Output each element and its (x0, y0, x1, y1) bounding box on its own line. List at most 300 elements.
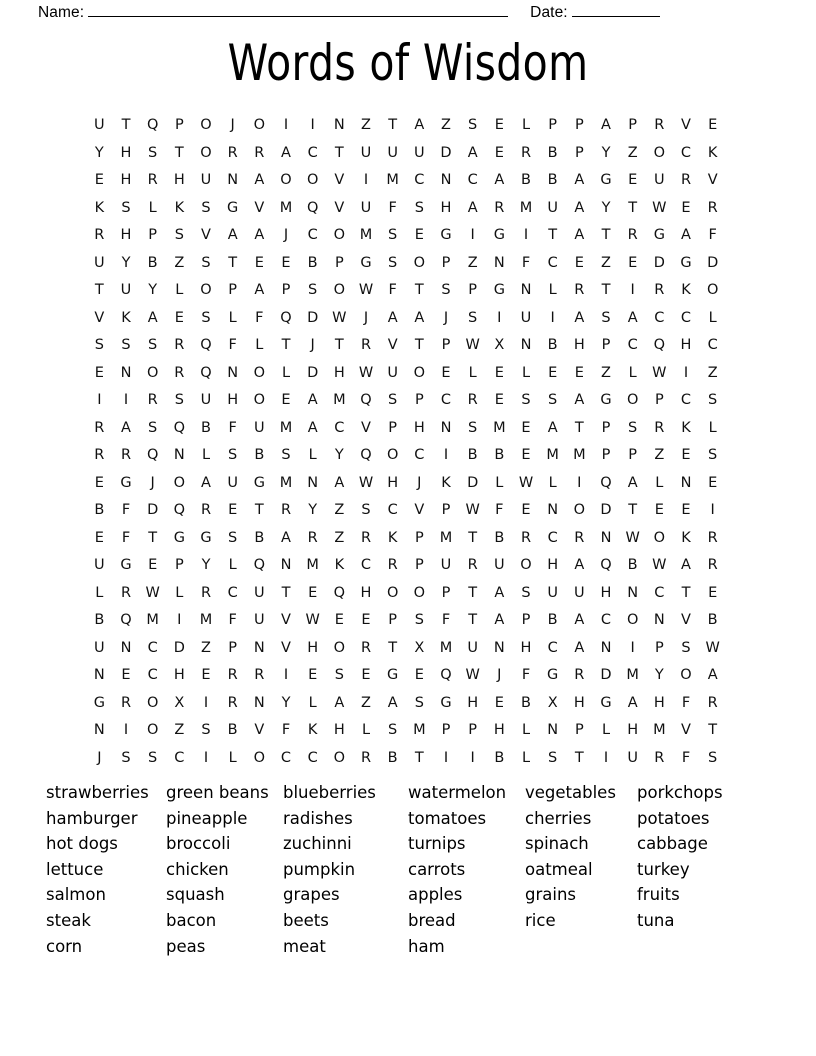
grid-cell[interactable]: Y (281, 694, 291, 711)
grid-cell[interactable]: O (386, 584, 399, 601)
grid-cell[interactable]: H (120, 172, 132, 188)
grid-cell[interactable]: Z (707, 364, 718, 381)
word-list-item[interactable]: radishes (283, 808, 353, 828)
grid-cell[interactable]: T (628, 199, 638, 216)
grid-cell[interactable]: B (547, 144, 558, 161)
grid-cell[interactable]: B (201, 419, 211, 436)
grid-cell[interactable]: E (521, 502, 531, 518)
grid-cell[interactable]: E (201, 667, 211, 683)
grid-cell[interactable]: M (413, 722, 426, 738)
grid-cell[interactable]: R (227, 144, 238, 161)
grid-cell[interactable]: P (414, 557, 424, 573)
grid-cell[interactable]: E (681, 199, 691, 216)
word-list-item[interactable]: zuchinni (283, 834, 352, 854)
word-list-item[interactable]: broccoli (166, 834, 231, 854)
grid-cell[interactable]: H (120, 144, 132, 161)
grid-cell[interactable]: O (626, 392, 639, 408)
grid-cell[interactable]: M (519, 199, 533, 216)
grid-cell[interactable]: N (440, 419, 452, 436)
grid-cell[interactable]: H (627, 722, 639, 738)
grid-cell[interactable]: D (600, 667, 612, 683)
grid-cell[interactable]: P (174, 117, 184, 133)
grid-cell[interactable]: P (548, 117, 558, 133)
grid-cell[interactable]: Z (361, 694, 371, 711)
grid-cell[interactable]: H (173, 172, 185, 188)
grid-cell[interactable]: T (174, 144, 184, 161)
grid-cell[interactable]: K (307, 722, 318, 738)
grid-cell[interactable]: A (387, 309, 398, 326)
grid-cell[interactable]: E (708, 117, 718, 133)
grid-cell[interactable]: P (601, 337, 611, 353)
grid-cell[interactable]: U (227, 474, 238, 491)
grid-cell[interactable]: D (307, 364, 319, 381)
grid-cell[interactable]: Q (146, 117, 159, 133)
grid-cell[interactable]: I (203, 694, 209, 711)
grid-cell[interactable]: U (547, 199, 558, 216)
grid-cell[interactable]: P (441, 254, 451, 271)
grid-cell[interactable]: E (628, 254, 638, 271)
grid-cell[interactable]: J (310, 337, 315, 353)
grid-cell[interactable]: P (441, 337, 451, 353)
grid-cell[interactable]: L (601, 722, 611, 738)
grid-cell[interactable]: P (574, 117, 584, 133)
grid-cell[interactable]: I (683, 364, 689, 381)
grid-cell[interactable]: I (203, 749, 209, 766)
grid-cell[interactable]: P (468, 282, 478, 298)
grid-cell[interactable]: R (174, 364, 185, 381)
grid-cell[interactable]: T (468, 584, 478, 601)
grid-cell[interactable]: A (387, 694, 398, 711)
grid-cell[interactable]: E (441, 364, 451, 381)
grid-cell[interactable]: F (121, 502, 131, 518)
grid-cell[interactable]: J (150, 474, 155, 491)
grid-cell[interactable]: S (148, 337, 158, 353)
grid-cell[interactable]: V (681, 117, 691, 133)
grid-cell[interactable]: U (440, 557, 452, 573)
grid-cell[interactable]: Y (601, 199, 611, 216)
grid-cell[interactable]: E (574, 254, 584, 271)
word-list-item[interactable]: corn (46, 936, 83, 956)
grid-cell[interactable]: W (625, 529, 640, 546)
grid-cell[interactable]: E (94, 172, 104, 188)
grid-cell[interactable]: O (200, 117, 212, 133)
grid-cell[interactable]: M (279, 419, 293, 436)
grid-cell[interactable]: A (414, 117, 425, 133)
grid-cell[interactable]: G (600, 694, 612, 711)
grid-cell[interactable]: T (468, 529, 478, 546)
grid-cell[interactable]: R (387, 557, 398, 573)
grid-cell[interactable]: B (547, 337, 558, 353)
grid-cell[interactable]: N (493, 254, 505, 271)
grid-cell[interactable]: T (601, 227, 611, 243)
grid-cell[interactable]: V (94, 309, 105, 326)
grid-cell[interactable]: O (413, 584, 426, 601)
word-list-item[interactable]: strawberries (46, 783, 149, 802)
grid-cell[interactable]: P (228, 282, 238, 298)
grid-cell[interactable]: B (494, 749, 505, 766)
grid-cell[interactable]: U (654, 172, 665, 188)
grid-cell[interactable]: C (280, 749, 292, 766)
grid-cell[interactable]: S (468, 117, 478, 133)
grid-cell[interactable]: K (334, 557, 345, 573)
grid-cell[interactable]: A (627, 309, 638, 326)
grid-cell[interactable]: O (253, 364, 266, 381)
grid-cell[interactable]: S (201, 199, 211, 216)
grid-cell[interactable]: O (706, 282, 719, 298)
grid-cell[interactable]: S (121, 749, 131, 766)
grid-cell[interactable]: A (574, 309, 585, 326)
grid-cell[interactable]: A (281, 144, 291, 161)
grid-cell[interactable]: K (174, 199, 185, 216)
grid-cell[interactable]: Y (334, 447, 344, 463)
grid-cell[interactable]: Y (94, 144, 104, 161)
word-list-item[interactable]: beets (283, 910, 329, 930)
grid-cell[interactable]: L (228, 749, 237, 766)
grid-cell[interactable]: L (361, 722, 371, 738)
grid-cell[interactable]: M (439, 529, 453, 546)
grid-cell[interactable]: N (627, 584, 639, 601)
grid-cell[interactable]: W (652, 364, 667, 381)
word-list-item[interactable]: bacon (166, 910, 217, 930)
grid-cell[interactable]: S (708, 447, 718, 463)
grid-cell[interactable]: V (281, 639, 291, 656)
word-list-item[interactable]: watermelon (408, 783, 507, 802)
grid-cell[interactable]: C (147, 639, 158, 656)
grid-cell[interactable]: P (654, 639, 664, 656)
word-list-item[interactable]: porkchops (637, 783, 723, 802)
grid-cell[interactable]: T (334, 144, 344, 161)
grid-cell[interactable]: G (93, 694, 105, 711)
grid-cell[interactable]: M (546, 447, 559, 463)
grid-cell[interactable]: S (121, 337, 131, 353)
grid-cell[interactable]: Q (253, 557, 266, 573)
grid-cell[interactable]: O (653, 529, 666, 546)
grid-cell[interactable]: S (148, 749, 158, 766)
grid-cell[interactable]: R (707, 529, 718, 546)
grid-cell[interactable]: L (521, 117, 531, 133)
grid-cell[interactable]: Q (360, 392, 372, 408)
grid-cell[interactable]: Q (360, 447, 372, 463)
grid-cell[interactable]: N (93, 722, 105, 738)
grid-cell[interactable]: V (334, 172, 345, 188)
grid-cell[interactable]: D (600, 502, 612, 518)
grid-cell[interactable]: R (147, 392, 158, 408)
grid-cell[interactable]: T (281, 584, 291, 601)
grid-cell[interactable]: G (547, 667, 559, 683)
grid-cell[interactable]: R (147, 172, 158, 188)
grid-cell[interactable]: P (334, 254, 344, 271)
grid-cell[interactable]: J (497, 667, 502, 683)
grid-cell[interactable]: A (707, 667, 718, 683)
grid-cell[interactable]: B (494, 447, 505, 463)
grid-cell[interactable]: L (548, 474, 557, 491)
grid-cell[interactable]: Y (121, 254, 131, 271)
grid-cell[interactable]: C (627, 337, 638, 353)
grid-cell[interactable]: E (281, 392, 291, 408)
grid-cell[interactable]: F (708, 227, 717, 243)
grid-cell[interactable]: S (308, 282, 318, 298)
grid-cell[interactable]: R (574, 529, 585, 546)
grid-cell[interactable]: M (573, 447, 586, 463)
grid-cell[interactable]: Q (306, 199, 319, 216)
grid-cell[interactable]: R (360, 639, 372, 656)
grid-cell[interactable]: E (494, 364, 504, 381)
grid-cell[interactable]: S (228, 447, 238, 463)
grid-cell[interactable]: T (148, 529, 158, 546)
grid-cell[interactable]: V (707, 172, 718, 188)
grid-cell[interactable]: D (653, 254, 665, 271)
grid-cell[interactable]: U (360, 199, 372, 216)
grid-cell[interactable]: N (173, 447, 185, 463)
grid-cell[interactable]: Q (120, 612, 132, 628)
grid-cell[interactable]: L (521, 749, 531, 766)
grid-cell[interactable]: L (175, 584, 184, 601)
grid-cell[interactable]: F (441, 612, 451, 628)
grid-cell[interactable]: E (174, 309, 184, 326)
grid-cell[interactable]: V (681, 612, 691, 628)
grid-cell[interactable]: F (681, 694, 691, 711)
grid-cell[interactable]: W (465, 337, 480, 353)
grid-cell[interactable]: K (121, 309, 131, 326)
grid-cell[interactable]: S (281, 447, 291, 463)
grid-cell[interactable]: H (573, 337, 585, 353)
grid-cell[interactable]: S (174, 392, 184, 408)
grid-cell[interactable]: G (680, 254, 692, 271)
grid-cell[interactable]: T (468, 612, 478, 628)
grid-cell[interactable]: A (201, 474, 211, 491)
grid-cell[interactable]: E (148, 557, 158, 573)
grid-cell[interactable]: R (360, 529, 372, 546)
grid-cell[interactable]: W (145, 584, 160, 601)
grid-cell[interactable]: W (305, 612, 320, 628)
grid-cell[interactable]: U (494, 557, 505, 573)
grid-cell[interactable]: A (681, 227, 691, 243)
word-list-item[interactable]: grains (525, 885, 577, 905)
grid-cell[interactable]: U (120, 282, 132, 298)
grid-cell[interactable]: R (707, 694, 718, 711)
grid-cell[interactable]: C (440, 392, 452, 408)
grid-cell[interactable]: L (628, 364, 637, 381)
grid-cell[interactable]: P (388, 419, 398, 436)
grid-cell[interactable]: U (574, 584, 585, 601)
grid-cell[interactable]: H (653, 694, 665, 711)
grid-cell[interactable]: S (201, 254, 211, 271)
grid-cell[interactable]: A (574, 227, 585, 243)
grid-cell[interactable]: E (94, 364, 104, 381)
grid-cell[interactable]: G (600, 392, 612, 408)
grid-cell[interactable]: H (573, 694, 585, 711)
grid-cell[interactable]: S (361, 502, 371, 518)
grid-cell[interactable]: F (121, 529, 131, 546)
grid-cell[interactable]: F (495, 502, 504, 518)
grid-cell[interactable]: J (443, 309, 449, 326)
grid-cell[interactable]: R (120, 694, 132, 711)
word-list-item[interactable]: hot dogs (46, 834, 118, 854)
grid-cell[interactable]: H (120, 227, 132, 243)
grid-cell[interactable]: V (281, 612, 291, 628)
grid-cell[interactable]: U (94, 639, 105, 656)
grid-cell[interactable]: V (201, 227, 211, 243)
grid-cell[interactable]: P (628, 447, 638, 463)
grid-cell[interactable]: O (146, 722, 159, 738)
grid-cell[interactable]: E (121, 667, 131, 683)
grid-cell[interactable]: A (414, 309, 425, 326)
grid-cell[interactable]: I (710, 502, 715, 518)
grid-cell[interactable]: G (200, 529, 212, 546)
grid-cell[interactable]: Q (200, 364, 212, 381)
grid-cell[interactable]: A (627, 474, 638, 491)
grid-cell[interactable]: R (94, 227, 105, 243)
grid-cell[interactable]: H (387, 474, 399, 491)
grid-cell[interactable]: N (600, 529, 612, 546)
grid-cell[interactable]: A (227, 227, 238, 243)
grid-cell[interactable]: T (414, 282, 424, 298)
grid-cell[interactable]: L (228, 557, 237, 573)
grid-cell[interactable]: Z (361, 117, 371, 133)
grid-cell[interactable]: S (468, 309, 478, 326)
grid-cell[interactable]: U (520, 309, 532, 326)
word-list-item[interactable]: grapes (283, 885, 340, 905)
grid-cell[interactable]: P (441, 722, 451, 738)
grid-cell[interactable]: Y (308, 502, 318, 518)
grid-cell[interactable]: N (227, 172, 239, 188)
grid-cell[interactable]: L (148, 199, 157, 216)
grid-cell[interactable]: S (548, 392, 558, 408)
grid-cell[interactable]: W (332, 309, 347, 326)
grid-cell[interactable]: X (174, 694, 185, 711)
grid-cell[interactable]: R (520, 529, 532, 546)
grid-cell[interactable]: V (334, 199, 345, 216)
grid-cell[interactable]: C (680, 309, 692, 326)
grid-cell[interactable]: O (413, 254, 426, 271)
grid-cell[interactable]: Y (601, 144, 611, 161)
grid-cell[interactable]: S (468, 419, 478, 436)
grid-cell[interactable]: R (360, 749, 372, 766)
grid-cell[interactable]: H (333, 722, 345, 738)
grid-cell[interactable]: M (653, 722, 666, 738)
grid-cell[interactable]: R (227, 694, 238, 711)
grid-cell[interactable]: D (467, 474, 479, 491)
grid-cell[interactable]: V (254, 722, 265, 738)
grid-cell[interactable]: I (470, 227, 475, 243)
grid-cell[interactable]: U (414, 144, 425, 161)
word-list-item[interactable]: vegetables (525, 783, 616, 802)
grid-cell[interactable]: N (333, 117, 345, 133)
grid-cell[interactable]: T (681, 584, 691, 601)
grid-cell[interactable]: P (601, 447, 611, 463)
grid-cell[interactable]: E (414, 227, 424, 243)
word-list-item[interactable]: hamburger (46, 808, 138, 828)
grid-cell[interactable]: M (199, 612, 213, 628)
grid-cell[interactable]: C (680, 392, 692, 408)
grid-cell[interactable]: Q (173, 419, 186, 436)
grid-cell[interactable]: G (600, 172, 612, 188)
word-list-item[interactable]: potatoes (637, 808, 710, 828)
grid-cell[interactable]: U (360, 144, 372, 161)
grid-cell[interactable]: R (227, 667, 238, 683)
grid-cell[interactable]: R (627, 227, 638, 243)
word-list-item[interactable]: fruits (637, 885, 680, 905)
grid-cell[interactable]: P (414, 529, 424, 546)
grid-cell[interactable]: R (467, 392, 478, 408)
grid-cell[interactable]: C (360, 557, 372, 573)
grid-cell[interactable]: H (333, 364, 345, 381)
grid-cell[interactable]: A (254, 227, 265, 243)
grid-cell[interactable]: O (146, 364, 159, 381)
grid-cell[interactable]: R (494, 199, 505, 216)
grid-cell[interactable]: N (253, 694, 265, 711)
grid-cell[interactable]: S (388, 227, 398, 243)
grid-cell[interactable]: I (123, 722, 129, 738)
grid-cell[interactable]: E (521, 419, 531, 436)
grid-cell[interactable]: L (708, 419, 717, 436)
grid-cell[interactable]: E (414, 667, 424, 683)
grid-cell[interactable]: A (547, 419, 558, 436)
grid-cell[interactable]: Z (654, 447, 665, 463)
grid-cell[interactable]: M (306, 557, 319, 573)
grid-cell[interactable]: I (443, 749, 449, 766)
grid-cell[interactable]: E (281, 254, 291, 271)
grid-cell[interactable]: R (254, 667, 265, 683)
grid-cell[interactable]: U (200, 392, 212, 408)
grid-cell[interactable]: G (493, 282, 505, 298)
grid-cell[interactable]: T (388, 117, 398, 133)
grid-cell[interactable]: Z (467, 254, 478, 271)
grid-cell[interactable]: F (255, 309, 264, 326)
grid-cell[interactable]: S (601, 309, 611, 326)
grid-cell[interactable]: B (547, 172, 558, 188)
grid-cell[interactable]: O (653, 144, 666, 161)
grid-cell[interactable]: H (493, 722, 505, 738)
grid-cell[interactable]: W (465, 667, 480, 683)
word-search-grid[interactable] (86, 112, 726, 772)
grid-cell[interactable]: L (521, 364, 531, 381)
grid-cell[interactable]: M (626, 667, 639, 683)
grid-cell[interactable]: I (603, 749, 609, 766)
grid-cell[interactable]: P (148, 227, 158, 243)
grid-cell[interactable]: E (708, 584, 718, 601)
grid-cell[interactable]: Q (173, 502, 186, 518)
grid-cell[interactable]: O (386, 447, 399, 463)
word-list-item[interactable]: lettuce (46, 859, 104, 879)
grid-cell[interactable]: S (388, 392, 398, 408)
word-list-item[interactable]: bread (408, 910, 456, 930)
grid-cell[interactable]: L (495, 474, 504, 491)
grid-cell[interactable]: R (654, 749, 665, 766)
grid-cell[interactable]: R (707, 199, 718, 216)
word-list-item[interactable]: squash (166, 885, 225, 905)
grid-cell[interactable]: O (626, 612, 639, 628)
grid-cell[interactable]: A (254, 282, 265, 298)
grid-cell[interactable]: E (308, 584, 318, 601)
grid-cell[interactable]: U (387, 364, 398, 381)
grid-cell[interactable]: A (574, 392, 585, 408)
word-list-item[interactable]: ham (408, 936, 445, 956)
grid-cell[interactable]: C (414, 172, 425, 188)
grid-cell[interactable]: R (94, 419, 105, 436)
grid-cell[interactable]: O (146, 694, 159, 711)
grid-cell[interactable]: B (627, 557, 638, 573)
grid-cell[interactable]: J (230, 117, 235, 133)
grid-cell[interactable]: O (333, 639, 346, 656)
grid-cell[interactable]: B (467, 447, 478, 463)
grid-cell[interactable]: A (574, 199, 585, 216)
grid-cell[interactable]: W (518, 474, 534, 491)
word-list-item[interactable]: pineapple (166, 808, 248, 828)
grid-cell[interactable]: O (280, 172, 292, 188)
grid-cell[interactable]: S (388, 722, 398, 738)
grid-cell[interactable]: S (388, 254, 398, 271)
